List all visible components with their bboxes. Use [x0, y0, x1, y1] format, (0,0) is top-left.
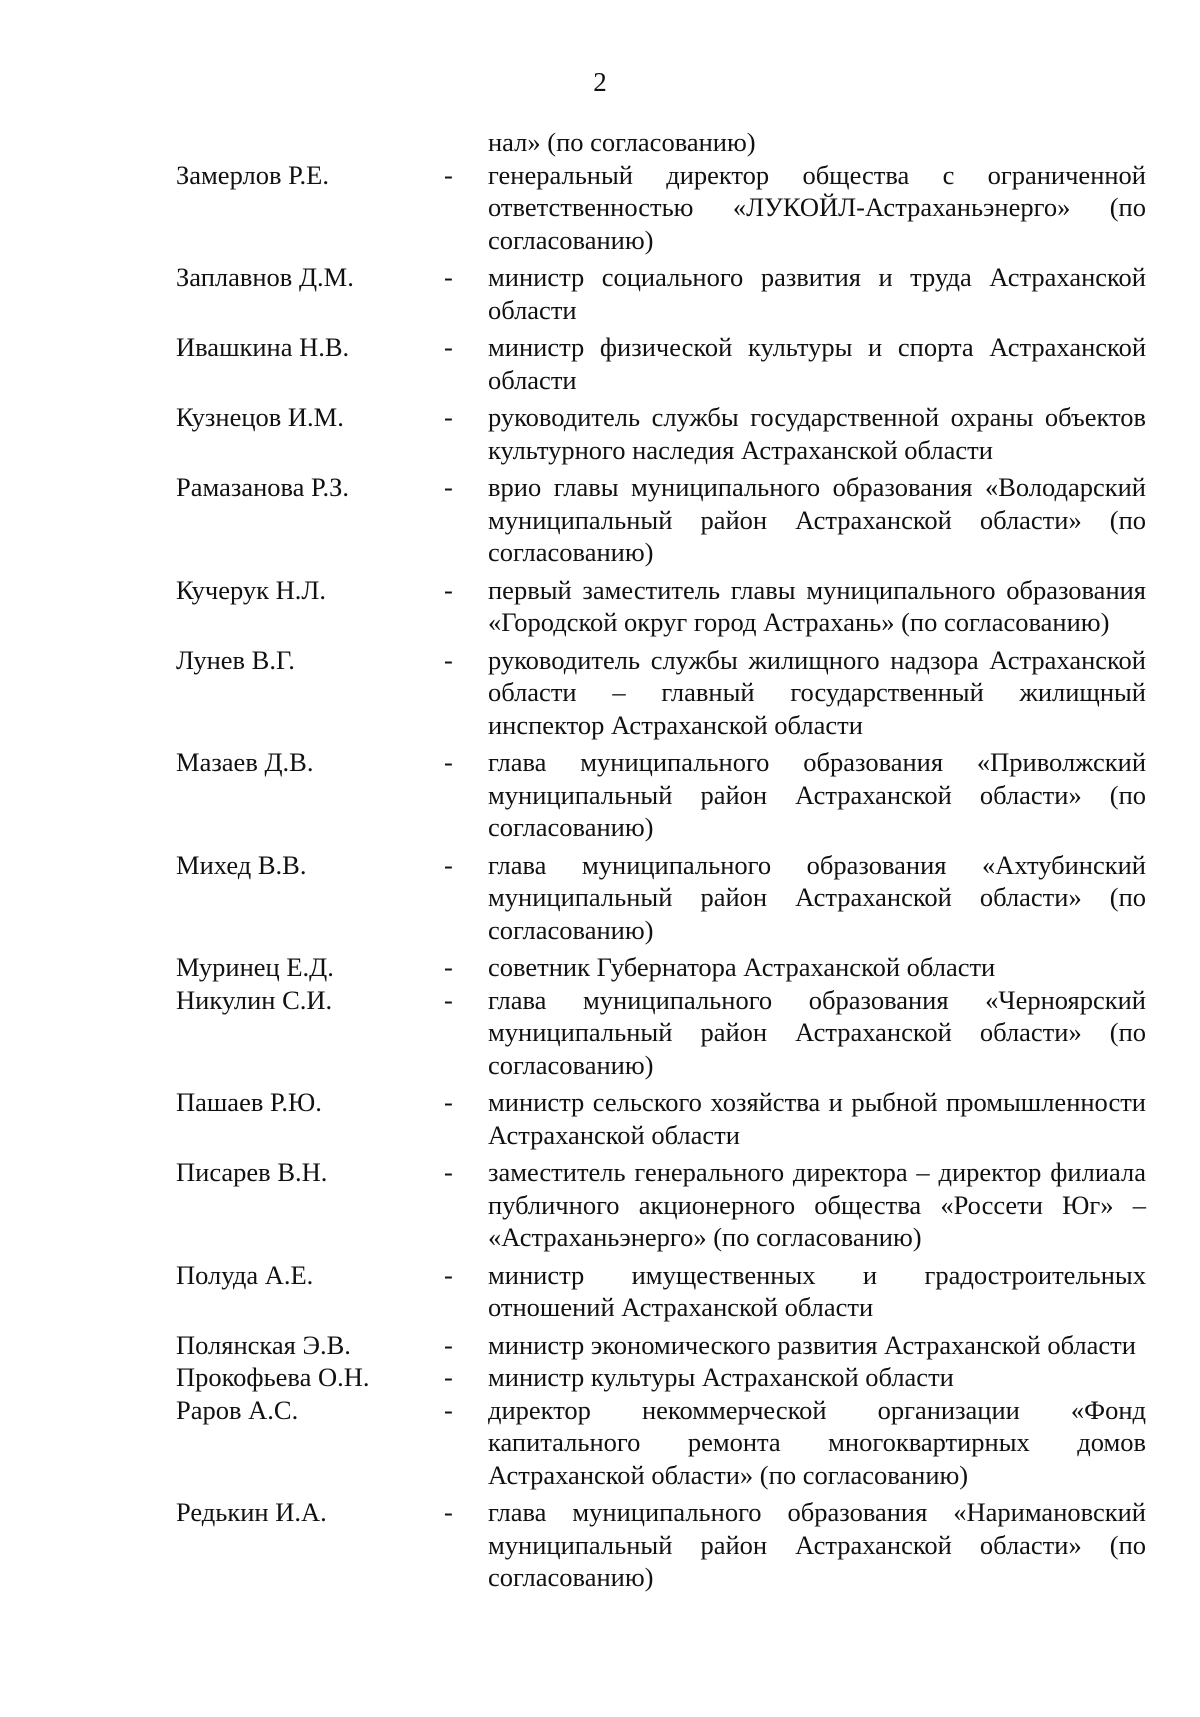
page-number: 2 — [593, 67, 607, 97]
member-name: Мазаев Д.В. — [176, 747, 314, 777]
separator-dash: - — [444, 159, 453, 190]
separator-dash: - — [444, 574, 453, 605]
separator-dash: - — [444, 1394, 453, 1425]
member-name: Михед В.В. — [176, 849, 307, 880]
member-name: Ивашкина Н.В. — [176, 332, 350, 362]
member-name: Пашаев Р.Ю. — [176, 1087, 322, 1117]
separator-dash: - — [444, 262, 453, 292]
member-name: Кучерук Н.Л. — [176, 574, 327, 605]
member-name: Редькин И.А. — [176, 1497, 327, 1527]
separator-dash: - — [444, 952, 453, 982]
member-role: советник Губернатора Астраханской области — [488, 952, 996, 982]
member-name: Полуда А.Е. — [176, 1259, 314, 1290]
separator-dash: - — [444, 849, 453, 880]
member-name: Раров А.С. — [176, 1394, 299, 1425]
member-role: глава муниципального образования «Ахтубинский муниципальный район Астраханской области» (по согласованию) — [488, 849, 1146, 945]
separator-dash: - — [444, 332, 453, 362]
separator-dash: - — [444, 1362, 453, 1392]
member-role: руководитель службы жилищного надзора Астраханской области – главный государственный жилищный инспектор Астраханской области — [488, 644, 1146, 740]
list-item — [176, 746, 1146, 844]
list-item — [176, 1259, 1146, 1324]
member-list — [176, 126, 1146, 1594]
separator-dash: - — [444, 1157, 453, 1187]
member-name: Прокофьева О.Н. — [176, 1362, 370, 1392]
separator-dash: - — [444, 472, 453, 502]
member-name: Писарев В.Н. — [176, 1157, 328, 1187]
list-item — [176, 331, 1146, 396]
separator-dash: - — [444, 984, 453, 1015]
separator-dash: - — [444, 1497, 453, 1527]
separator-dash: - — [444, 402, 453, 432]
list-item — [176, 261, 1146, 326]
list-item — [176, 1329, 1146, 1362]
list-item — [176, 1496, 1146, 1594]
separator-dash: - — [444, 644, 453, 675]
member-name: Муринец Е.Д. — [176, 952, 334, 982]
member-role: заместитель генерального директора – директор филиала публичного акционерного общества «Россети Юг» – «Астраханьэнерго» (по согласованию) — [488, 1157, 1146, 1252]
list-item — [176, 1086, 1146, 1151]
list-item — [176, 1394, 1146, 1492]
member-role: первый заместитель главы муниципального образования «Городской округ город Астрахань» (по согласованию) — [488, 574, 1146, 637]
member-role: генеральный директор общества с ограниченной ответственностью «ЛУКОЙЛ-Астраханьэнерго» (по согласованию) — [488, 159, 1146, 255]
list-item — [176, 1156, 1146, 1254]
member-role: глава муниципального образования «Приволжский муниципальный район Астраханской области» (по согласованию) — [488, 747, 1146, 842]
member-name: Полянская Э.В. — [176, 1329, 351, 1360]
member-role: глава муниципального образования «Наримановский муниципальный район Астраханской области» (по согласованию) — [488, 1497, 1146, 1592]
separator-dash: - — [444, 747, 453, 777]
separator-dash: - — [444, 1329, 453, 1360]
entries-container — [176, 159, 1146, 1594]
list-item — [176, 401, 1146, 466]
list-item — [176, 1361, 1146, 1394]
list-item — [176, 471, 1146, 569]
member-name: Кузнецов И.М. — [176, 402, 344, 432]
member-role: директор некоммерческой организации «Фонд капитального ремонта многоквартирных домов Астраханской области» (по согласованию) — [488, 1394, 1146, 1490]
member-role: министр культуры Астраханской области — [488, 1362, 954, 1392]
separator-dash: - — [444, 1087, 453, 1117]
member-role: руководитель службы государственной охраны объектов культурного наследия Астраханской области — [488, 402, 1146, 465]
list-item — [176, 574, 1146, 639]
member-role: министр физической культуры и спорта Астраханской области — [488, 332, 1146, 395]
member-name: Лунев В.Г. — [176, 644, 295, 675]
member-role: министр экономического развития Астраханской области — [488, 1329, 1136, 1360]
member-name: Рамазанова Р.З. — [176, 472, 350, 502]
separator-dash: - — [444, 1259, 453, 1290]
member-role: врио главы муниципального образования «Володарский муниципальный район Астраханской области» (по согласованию) — [488, 472, 1146, 567]
list-item — [176, 951, 1146, 984]
list-item — [176, 984, 1146, 1082]
list-item — [176, 849, 1146, 947]
member-role: глава муниципального образования «Черноярский муниципальный район Астраханской области» (по согласованию) — [488, 984, 1146, 1080]
list-item — [176, 159, 1146, 257]
member-role: министр социального развития и труда Астраханской области — [488, 262, 1146, 325]
member-name: Заплавнов Д.М. — [176, 262, 354, 292]
member-name: Никулин С.И. — [176, 984, 333, 1015]
member-name: Замерлов Р.Е. — [176, 159, 329, 190]
continued-text: нал» (по согласованию) — [488, 127, 756, 157]
member-role: министр имущественных и градостроительных отношений Астраханской области — [488, 1259, 1146, 1322]
list-item — [176, 644, 1146, 742]
member-role: министр сельского хозяйства и рыбной промышленности Астраханской области — [488, 1087, 1146, 1150]
